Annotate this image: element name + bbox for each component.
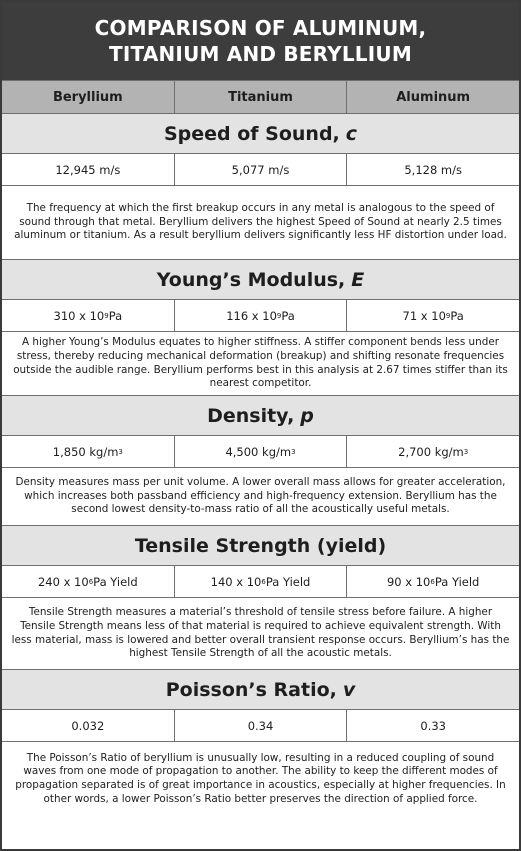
values-row-poissons-ratio — [2, 710, 519, 742]
value-cell-beryllium: 0.032 — [2, 710, 175, 741]
section-heading-poissons-ratio — [2, 670, 519, 710]
value-cell-beryllium: 1,850 kg/m 3 — [2, 436, 175, 467]
value-cell-beryllium: 12,945 m/s — [2, 154, 175, 185]
section-symbol: p — [300, 404, 314, 427]
value-cell-titanium: 4,500 kg/m 3 — [175, 436, 348, 467]
values-row-speed-of-sound — [2, 154, 519, 186]
value-cell-titanium: 116 x 10 9 Pa — [175, 300, 348, 331]
column-header-beryllium: Beryllium — [2, 81, 175, 113]
title-line-1: COMPARISON OF ALUMINUM, — [94, 16, 427, 40]
title-line-2: TITANIUM AND BERYLLIUM — [109, 42, 412, 66]
value-cell-beryllium: 240 x 10 6 Pa Yield — [2, 566, 175, 597]
value-cell-aluminum: 90 x 10 6 Pa Yield — [386, 574, 480, 589]
section-symbol: c — [345, 122, 358, 145]
values-row-density — [2, 436, 519, 468]
section-symbol: E — [351, 268, 365, 291]
section-name: Poisson’s Ratio, — [165, 678, 337, 701]
section-name: Density, — [207, 404, 295, 427]
description-youngs-modulus: A higher Young’s Modulus equates to higher stiffness. A stiffer component bends less under stress, thereby reducing mechanical deformation (breakup) and shifting resonate frequencies outside the audible range. Beryllium performs best in this analysis at 2.67 times stiffer than its nearest competitor. — [2, 332, 519, 396]
section-symbol: v — [342, 678, 356, 701]
value-cell-titanium: 5,077 m/s — [175, 154, 348, 185]
column-header-titanium: Titanium — [175, 81, 348, 113]
values-row-youngs-modulus — [2, 300, 519, 332]
page-title — [2, 2, 519, 80]
section-name: Tensile Strength (yield) — [134, 534, 387, 557]
value-cell-aluminum: 71 x 10 9 Pa — [402, 308, 464, 323]
description-tensile-strength: Tensile Strength measures a material’s threshold of tensile stress before failure. A higher Tensile Strength means less of that material is required to achieve equivalent strength. With less material, mass is lowered and better overall transient response occurs. Beryllium’s has the highest Tensile Strength of all the acoustic metals. — [2, 598, 519, 670]
section-heading-density — [2, 396, 519, 436]
section-heading-speed-of-sound — [2, 114, 519, 154]
value-cell-aluminum: 2,700 kg/m 3 — [398, 444, 469, 459]
value-cell-aluminum: 5,128 m/s — [404, 162, 462, 177]
description-density: Density measures mass per unit volume. A lower overall mass allows for greater acceleration, which increases both passband efficiency and high-frequency extension. Beryllium has the second lowest density-to-mass ratio of all the acoustically useful metals. — [2, 468, 519, 526]
value-cell-titanium: 0.34 — [175, 710, 348, 741]
section-heading-youngs-modulus — [2, 260, 519, 300]
description-poissons-ratio: The Poisson’s Ratio of beryllium is unusually low, resulting in a reduced coupling of sound waves from one mode of propagation to another. The ability to keep the different modes of propagation separated is of great importance in acoustics, especially at higher frequencies. In other words, a lower Poisson’s Ratio better preserves the direction of applied force. — [15, 751, 506, 805]
column-header-row — [2, 80, 519, 114]
value-cell-aluminum: 0.33 — [420, 718, 446, 733]
value-cell-beryllium: 310 x 10 9 Pa — [2, 300, 175, 331]
section-name: Young’s Modulus, — [156, 268, 346, 291]
section-name: Speed of Sound, — [163, 122, 340, 145]
section-heading-tensile-strength — [2, 526, 519, 566]
values-row-tensile-strength — [2, 566, 519, 598]
column-header-aluminum: Aluminum — [396, 89, 471, 105]
value-cell-titanium: 140 x 10 6 Pa Yield — [175, 566, 348, 597]
description-speed-of-sound: The frequency at which the first breakup occurs in any metal is analogous to the speed of sound through that metal. Beryllium delivers the highest Speed of Sound at nearly 2.5 times aluminum or titanium. As a result beryllium delivers significantly less HF distortion under load. — [2, 186, 519, 260]
